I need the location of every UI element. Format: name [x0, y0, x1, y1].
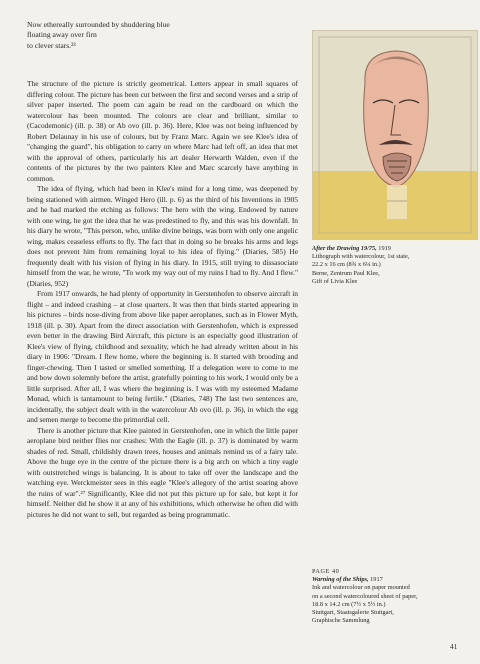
- caption-line: Ink and watercolour on paper mounted: [312, 584, 410, 592]
- artwork-illustration: [312, 30, 478, 240]
- caption-line: Gift of Livia Klee: [312, 277, 358, 285]
- poem-line: to clever stars.²³: [27, 40, 76, 50]
- paragraph: The idea of flying, which had been in Klee's mind for a long time, was deepened by being stationed with airmen. Winged Hero (ill. p. 6) as the third of his Inventions in 1905 and he had marked the etching as follows: The hero with the wing. Endowed by nature with one wing, he got the idea that he was predestined to fly, and this was his downfall. In his diary he wrote, "This person, who, unlike divine beings, was born with only one angelic wing, makes ceaseless efforts to fly. The fact that in doing so he breaks his arms and legs does not prevent him from remaining loyal to his idea of flying." (Diaries, 585) He frequently dealt with his vision of flying in his diary. In 1915, still trying to dissasociate himself from the war, he wrote, "To work my way out of my ruins I had to fly. And I flew." (Diaries, 952): [27, 184, 298, 288]
- caption-line: Graphische Sammlung: [312, 617, 370, 625]
- caption-line: Stuttgart, Staatsgalerie Stuttgart,: [312, 609, 394, 617]
- caption-year: 1917: [368, 576, 383, 584]
- caption-title: Warning of the Ships,: [312, 576, 369, 584]
- caption-line: on a second watercoloured sheet of paper,: [312, 592, 418, 600]
- side-caption: [312, 568, 472, 625]
- poem-line: Now ethereally surrounded by shuddering blue: [27, 20, 170, 29]
- caption-year: 1919: [376, 245, 391, 252]
- page-number: 41: [450, 642, 458, 651]
- caption-title: After the Drawing 19/75,: [312, 245, 377, 252]
- paragraph: There is another picture that Klee painted in Gerstenhofen, one in which the little paper aeroplane bird neither flies nor crashes: With the Eagle (ill. p. 37) is dominated by warm shades of red. Small, childishly drawn trees, houses and animals remind us of a fairy tale. Above the huge eye in the centre of the picture there is a big arch on which a tiny eagle with outstretched wings is balancing. It is about to take off over the landscape and the watching eye. Werckmeister sees in this eagle "Klee's allegory of the artist soaring above the ruins of war".²⁷ Significantly, Klee did not put this picture up for sale, but kept it for himself. Neither did he show it at any of his exhibitions, which otherwise he often did with pictures he did not want to sell, but regarded as being programmatic.: [27, 425, 298, 519]
- caption-line: 18.8 x 14.2 cm (7½ x 5½ in.): [312, 600, 386, 608]
- paragraph: The structure of the picture is strictly geometrical. Letters appear in small squares of differing colour. The picture has been cut between the first and second verses and a strip of silver paper inserted. The poem can again be read on the cardboard on which the watercolour has been mounted. The colours are clear and brilliant, similar to (Cacodemonic) (ill. p. 38) or Ab ovo (ill. p. 36). Here, Klee was not being influenced by Robert Delaunay in his use of colours, but by Franz Marc. Again we see Klee's idea of "changing the guard", his obligation to carry on where Marc had left off, an idea that met with the approval of others, particularly his art dealer Herwarth Walden, even if the contents of the pictures by the two painters Klee and Marc scarcely have anything in common.: [27, 79, 298, 183]
- paragraph: From 1917 onwards, he had plenty of opportunity in Gerstenhofen to observe aircraft in flight – and indeed crashing – at close quarters. It was then that birds started appearing in his pictures – birds nose-diving from above like paper aeroplanes, such as in Flower Myth, 1918 (ill. p. 30). Apart from the direct association with Gerstenhofen, which is expressed even better in the drawing Bird Aircraft, this picture is an especially good illustration of Klee's view of flying, childhood and sexuality, which he had already written about in his diary in 1906: "Dream. I flew home, where the beginning is. It started with brooding and finger-chewing. Then I tasted or smelled something. If a delegation were to come to me and bow down solemnly before the artist, gratefully pointing to his work, I would only be a little surprised. After all, I was where the beginning is. I was with my esteemed Madame Monad, which is tantamount to being fertile." (Diaries, 748) The last two sentences are, incidentally, the subject dealt with in the watercolour Ab ovo (ill. p. 36), in which the egg and semen merge to become the primordial cell.: [27, 289, 298, 424]
- body-text: [27, 79, 298, 520]
- poem-line: floating away over firn: [27, 30, 97, 40]
- caption-line: 22.2 x 16 cm (8¾ x 6¼ in.): [312, 261, 381, 269]
- poem-block: [27, 20, 282, 51]
- caption-line: Lithograph with watercolour, 1st state,: [312, 253, 410, 261]
- figure-caption: [312, 245, 472, 286]
- caption-label: PAGE 40: [312, 568, 340, 575]
- caption-line: Berne, Zentrum Paul Klee,: [312, 269, 380, 277]
